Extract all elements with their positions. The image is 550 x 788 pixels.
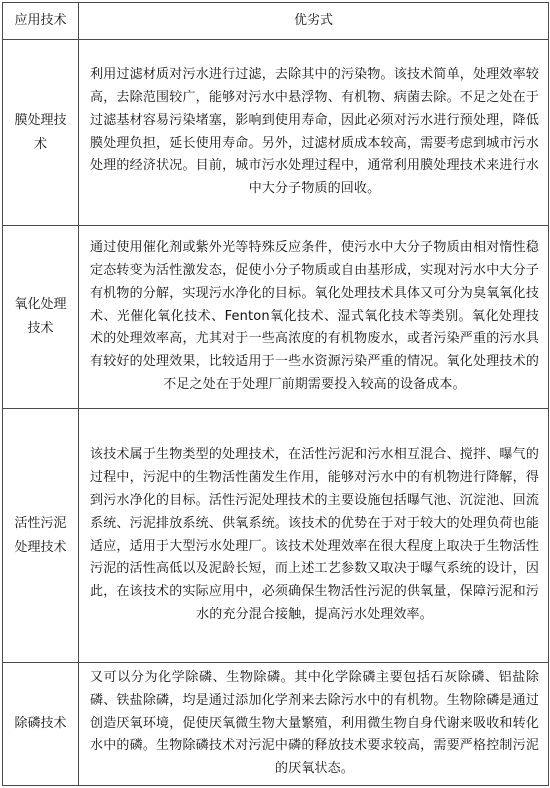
tech-desc-cell: 该技术属于生物类型的处理技术，在活性污泥和污水相互混合、搅拌、曝气的过程中，污泥中的生物活性菌发生作用，能够对污水中的有机物进行降解，得到污水净化的目标。活性污泥处理技术的主要设施包括曝气池、沉淀池、回流系统、污泥排放系统、供氧系统。该技术的优势在于对于较大的处理负荷也能适应，适用于大型污水处理厂。该技术处理效率在很大程度上取决于生物活性污泥的活性高低以及泥龄长短，而上述工艺参数又取决于曝气系统的设计，因此，在该技术的实际应用中，必须确保生物活性污泥的供氧量，保障污泥和污水的充分混合接触，提高污水处理效率。	[79, 409, 549, 663]
tech-name-cell: 活性污泥处理技术	[3, 409, 79, 663]
table-row	[3, 226, 549, 409]
tech-desc-cell: 通过使用催化剂或紫外光等特殊反应条件，使污水中大分子物质由相对惰性稳定态转变为活性激发态，促使小分子物质或自由基形成，实现对污水中大分子有机物的分解，实现污水净化的目标。氧化处理技术具体又可分为臭氧氧化技术、光催化氧化技术、Fenton氧化技术、湿式氧化技术等类别。氧化处理技术的处理效率高，尤其对于一些高浓度的有机物废水，或者污染严重的污水具有较好的处理效果，比较适用于一些水资源污染严重的情况。氧化处理技术的不足之处在于处理厂前期需要投入较高的设备成本。	[79, 226, 549, 409]
tech-name-cell: 除磷技术	[3, 663, 79, 786]
header-tech: 应用技术	[3, 3, 79, 40]
header-desc: 优劣式	[79, 3, 549, 40]
tech-desc-cell: 利用过滤材质对污水进行过滤，去除其中的污染物。该技术简单，处理效率较高，去除范围较广，能够对污水中悬浮物、有机物、病菌去除。不足之处在于过滤基材容易污染堵塞，影响到使用寿命，因此必须对污水进行预处理，降低膜处理负担，延长使用寿命。另外，过滤材质成本较高，需要考虑到城市污水处理的经济状况。目前，城市污水处理过程中，通常利用膜处理技术来进行水中大分子物质的回收。	[79, 40, 549, 226]
table-row	[3, 409, 549, 663]
header-row	[3, 3, 549, 40]
tech-name-cell: 膜处理技术	[3, 40, 79, 226]
tech-desc-cell: 又可以分为化学除磷、生物除磷。其中化学除磷主要包括石灰除磷、铝盐除磷、铁盐除磷，均是通过添加化学剂来去除污水中的有机物。生物除磷是通过创造厌氧环境，促使厌氧微生物大量繁殖，利用微生物自身代谢来吸收和转化水中的磷。生物除磷技术对污泥中磷的释放技术要求较高，需要严格控制污泥的厌氧状态。	[79, 663, 549, 786]
table-row	[3, 40, 549, 226]
comparison-table	[2, 2, 549, 786]
tech-name-cell: 氧化处理技术	[3, 226, 79, 409]
table-row	[3, 663, 549, 786]
